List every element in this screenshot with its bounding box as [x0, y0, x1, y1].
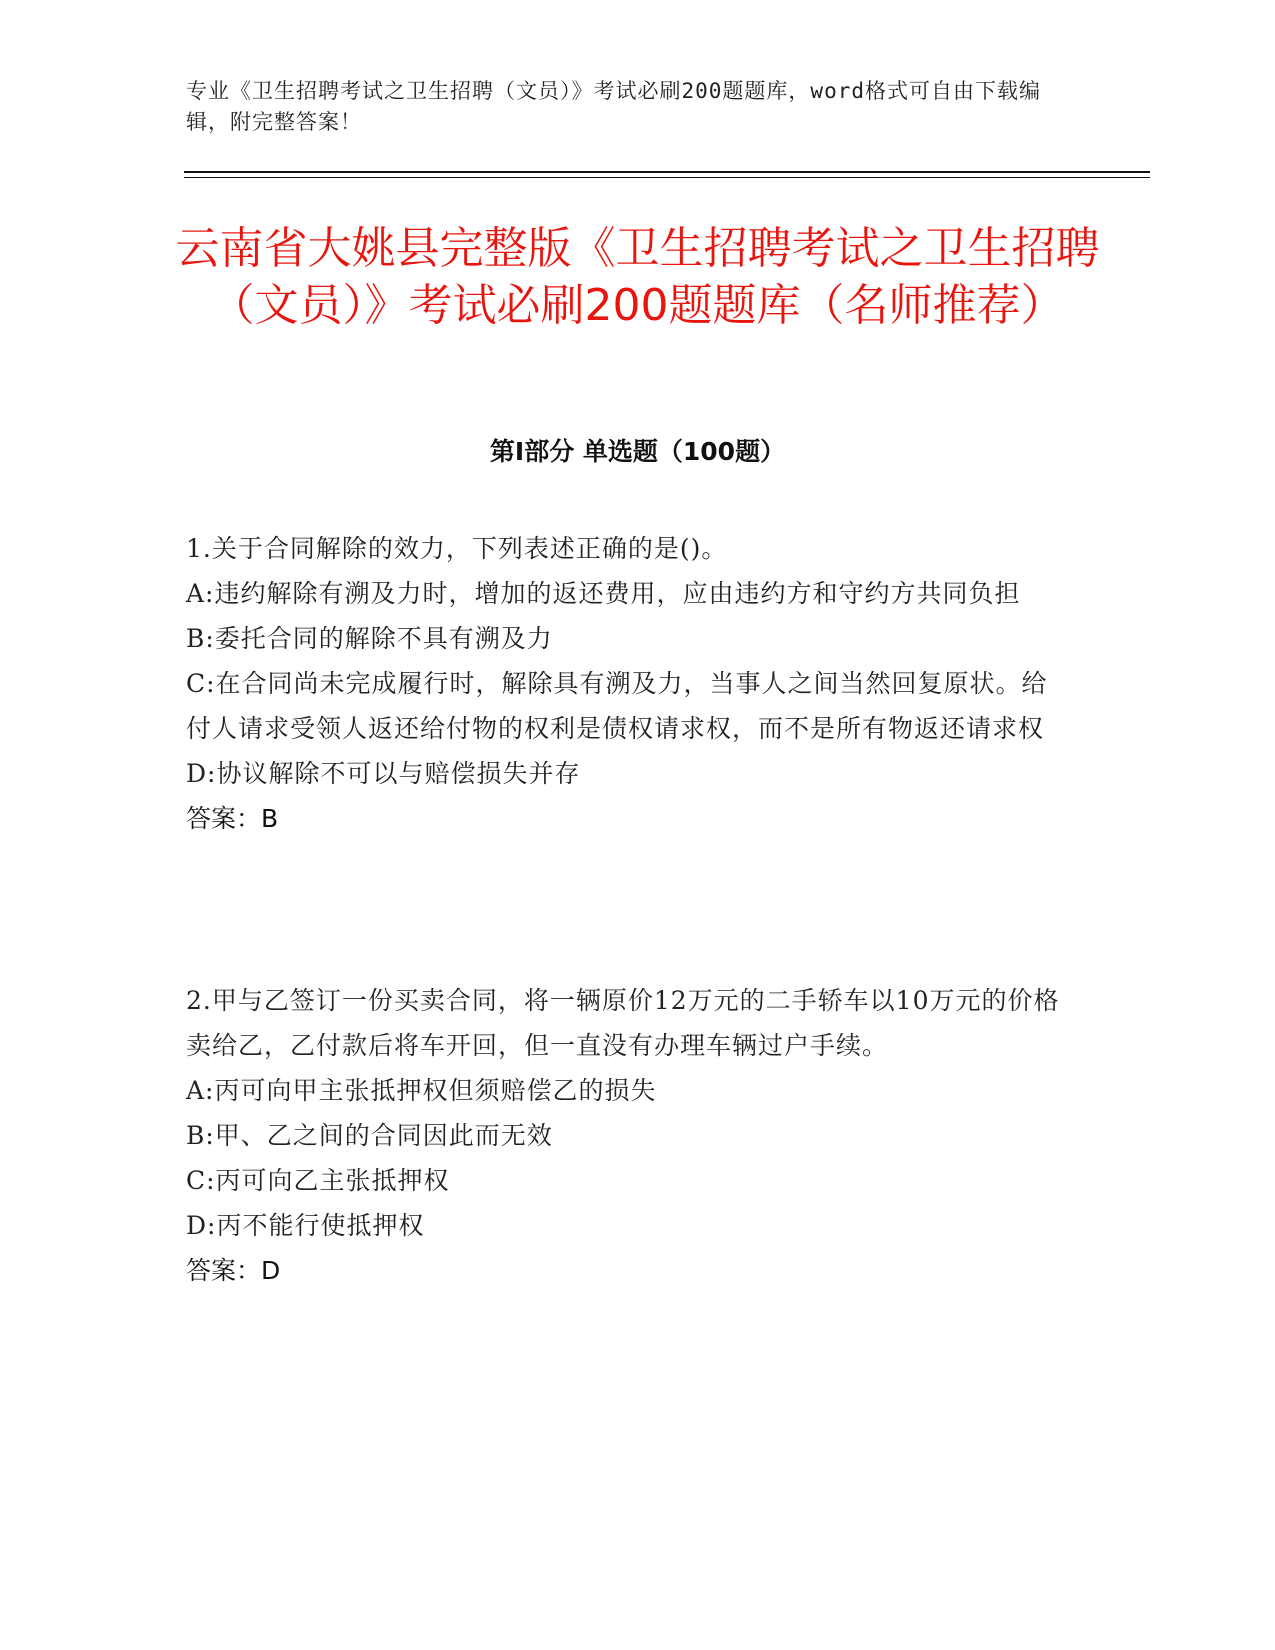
header-divider-thin: [184, 177, 1150, 178]
question-2: [186, 978, 1066, 1293]
header-divider-thick: [184, 171, 1150, 173]
option-d: D:协议解除不可以与赔偿损失并存: [186, 759, 581, 788]
option-a: A:违约解除有溯及力时，增加的返还费用，应由违约方和守约方共同负担: [186, 579, 1021, 608]
question-stem: 2.甲与乙签订一份买卖合同，将一辆原价12万元的二手轿车以10万元的价格卖给乙，乙付款后将车开回，但一直没有办理车辆过户手续。: [186, 986, 1060, 1060]
header-note: 专业《卫生招聘考试之卫生招聘（文员）》考试必刷200题题库，word格式可自由下载编辑，附完整答案！: [186, 79, 1041, 134]
answer-label: 答案：B: [186, 804, 279, 833]
question-1: [186, 526, 1066, 841]
answer-label: 答案：D: [186, 1256, 281, 1285]
question-stem: 1.关于合同解除的效力，下列表述正确的是()。: [186, 534, 728, 563]
option-a: A:丙可向甲主张抵押权但须赔偿乙的损失: [186, 1076, 657, 1105]
option-d: D:丙不能行使抵押权: [186, 1211, 425, 1240]
section-heading: 第Ⅰ部分 单选题（100题）: [489, 437, 786, 466]
option-b: B:委托合同的解除不具有溯及力: [186, 624, 553, 653]
option-c: C:在合同尚未完成履行时，解除具有溯及力，当事人之间当然回复原状。给付人请求受领人返还给付物的权利是债权请求权，而不是所有物返还请求权: [186, 669, 1048, 743]
option-c: C:丙可向乙主张抵押权: [186, 1166, 450, 1195]
option-b: B:甲、乙之间的合同因此而无效: [186, 1121, 553, 1150]
document-title: 云南省大姚县完整版《卫生招聘考试之卫生招聘（文员）》考试必刷200题题库（名师推荐）: [175, 223, 1100, 331]
